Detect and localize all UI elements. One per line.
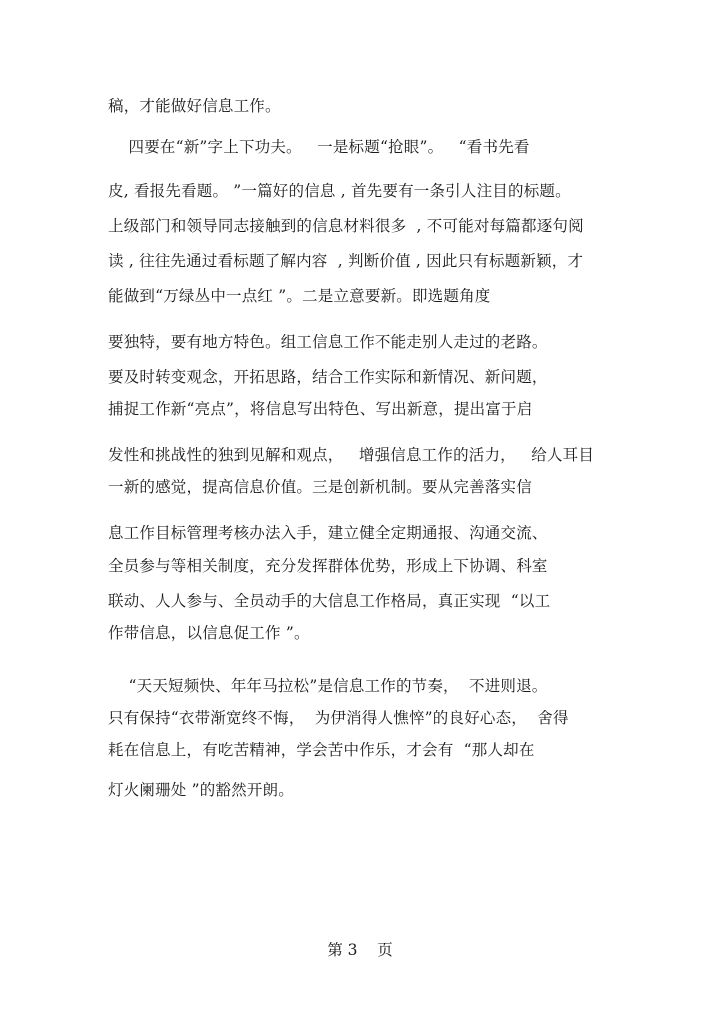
text-line-5: 读 , 往往先通过看标题了解内容 , 判断价值 , 因此只有标题新颖，才 [108,252,584,270]
text-line-15: 作带信息，以信息促工作 ”。 [108,624,310,642]
text-line-10: 发性和挑战性的独到见解和观点， 增强信息工作的活力， 给人耳目 [108,446,595,464]
text-line-4: 上级部门和领导同志接触到的信息材料很多 , 不可能对每篇都逐句阅 [108,217,584,235]
text-line-9: 捕捉工作新“亮点”，将信息写出特色、写出新意，提出富于启 [108,400,533,418]
text-line-19: 灯火阑珊处 ”的豁然开朗。 [108,781,294,799]
text-line-16: “天天短频快、年年马拉松”是信息工作的节奏， 不进则退。 [108,677,548,695]
text-line-2: 四要在“新”字上下功夫。 一是标题“抢眼”。 “看书先看 [108,138,530,156]
text-line-13: 全员参与等相关制度，充分发挥群体优势，形成上下协调、科室 [108,557,548,575]
text-line-6: 能做到“万绿丛中一点红 ”。二是立意要新。即选题角度 [108,287,491,305]
text-line-11: 一新的感觉，提高信息价值。三是创新机制。要从完善落实信 [108,478,532,496]
text-line-7: 要独特，要有地方特色。组工信息工作不能走别人走过的老路。 [108,333,548,351]
text-line-1: 稿，才能做好信息工作。 [108,97,281,115]
text-line-14: 联动、人人参与、全员动手的大信息工作格局，真正实现 “以工 [108,592,551,610]
text-line-3: 皮, 看报先看题。 ”一篇好的信息 , 首先要有一条引人注目的标题。 [108,182,571,200]
text-line-18: 耗在信息上，有吃苦精神，学会苦中作乐，才会有 “那人却在 [108,741,535,759]
text-line-17: 只有保持“衣带渐宽终不悔， 为伊消得人憔悴”的良好心态， 舍得 [108,709,569,727]
page-number: 第 3 页 [327,941,393,959]
text-line-12: 息工作目标管理考核办法入手，建立健全定期通报、沟通交流、 [108,524,548,542]
text-line-8: 要及时转变观念，开拓思路，结合工作实际和新情况、新问题， [108,368,548,386]
